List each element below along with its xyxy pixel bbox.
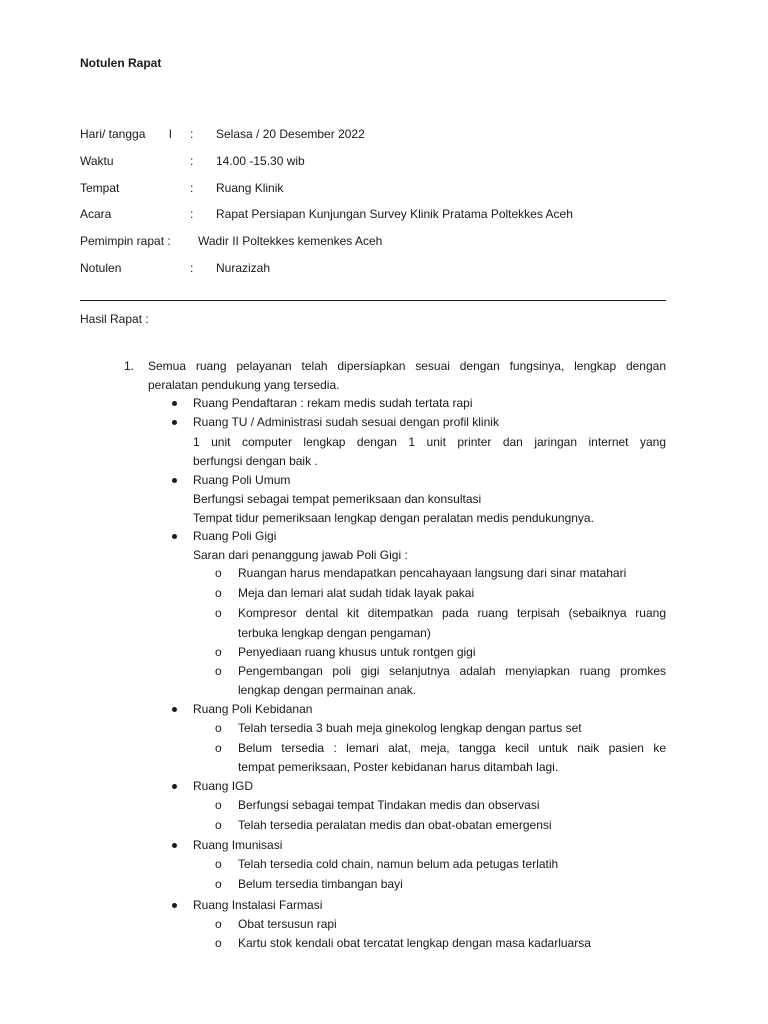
bullet-pendaftaran: Ruang Pendaftaran : rekam medis sudah tertata rapi	[193, 396, 473, 410]
meta-label-acara: Acara	[80, 207, 112, 221]
sub-bullet-marker: o	[215, 606, 222, 620]
meta-value-hari: Selasa / 20 Desember 2022	[216, 127, 365, 141]
sub-item-imunisasi-1: Telah tersedia cold chain, namun belum ada petugas terlatih	[238, 857, 559, 871]
sub-item-imunisasi-2: Belum tersedia timbangan bayi	[238, 877, 403, 891]
meta-label-pemimpin: Pemimpin rapat :	[80, 234, 171, 248]
bullet-icon	[172, 903, 177, 908]
sub-item-kebidanan-2b: tempat pemeriksaan, Poster kebidanan harus ditambah lagi.	[238, 760, 559, 774]
bullet-icon	[172, 420, 177, 425]
bullet-icon	[172, 534, 177, 539]
list-number: 1.	[124, 359, 135, 373]
meta-label-notulen: Notulen	[80, 261, 122, 275]
sub-bullet-marker: o	[215, 818, 222, 832]
meta-value-waktu: 14.00 -15.30 wib	[216, 154, 305, 168]
meta-colon: :	[190, 207, 194, 221]
bullet-poli-gigi: Ruang Poli Gigi	[193, 529, 277, 543]
sub-bullet-marker: o	[215, 645, 222, 659]
sub-item-gigi-1: Ruangan harus mendapatkan pencahayaan langsung dari sinar matahari	[238, 566, 627, 580]
bullet-poli-umum: Ruang Poli Umum	[193, 473, 291, 487]
sub-bullet-marker: o	[215, 721, 222, 735]
sub-bullet-marker: o	[215, 566, 222, 580]
sub-bullet-marker: o	[215, 798, 222, 812]
sub-bullet-marker: o	[215, 917, 222, 931]
bullet-icon	[172, 401, 177, 406]
meta-value-tempat: Ruang Klinik	[216, 181, 284, 195]
bullet-imunisasi: Ruang Imunisasi	[193, 838, 283, 852]
sub-item-kebidanan-1: Telah tersedia 3 buah meja ginekolog lengkap dengan partus set	[238, 721, 582, 735]
sub-item-igd-2: Telah tersedia peralatan medis dan obat-obatan emergensi	[238, 818, 552, 832]
bullet-poli-kebidanan: Ruang Poli Kebidanan	[193, 702, 313, 716]
sub-bullet-marker: o	[215, 741, 222, 755]
item1-line1: Semua ruang pelayanan telah dipersiapkan sesuai dengan fungsinya, lengkap dengan	[148, 359, 666, 373]
sub-item-gigi-2: Meja dan lemari alat sudah tidak layak pakai	[238, 586, 475, 600]
bullet-tu: Ruang TU / Administrasi sudah sesuai dengan profil klinik	[193, 415, 499, 429]
sub-item-gigi-4: Penyediaan ruang khusus untuk rontgen gigi	[238, 645, 476, 659]
sub-item-gigi-5b: lengkap dengan permainan anak.	[238, 683, 417, 697]
bullet-instalasi-farmasi: Ruang Instalasi Farmasi	[193, 898, 323, 912]
meta-label-tempat: Tempat	[80, 181, 120, 195]
sub-item-kebidanan-2a: Belum tersedia : lemari alat, meja, tangga kecil untuk naik pasien ke	[238, 741, 666, 755]
sub-item-gigi-3b: terbuka lengkap dengan pengaman)	[238, 626, 431, 640]
bullet-tu-detail-1: 1 unit computer lengkap dengan 1 unit printer dan jaringan internet yang	[193, 435, 666, 449]
bullet-icon	[172, 478, 177, 483]
sub-item-farmasi-1: Obat tersusun rapi	[238, 917, 337, 931]
bullet-icon	[172, 784, 177, 789]
meta-value-pemimpin: Wadir II Poltekkes kemenkes Aceh	[198, 234, 383, 248]
bullet-igd: Ruang IGD	[193, 779, 254, 793]
meta-label-waktu: Waktu	[80, 154, 114, 168]
bullet-tu-detail-2: berfungsi dengan baik .	[193, 454, 318, 468]
meta-value-acara: Rapat Persiapan Kunjungan Survey Klinik Pratama Poltekkes Aceh	[216, 207, 573, 221]
meta-label-hari-extra: l	[169, 127, 172, 141]
document-title: Notulen Rapat	[80, 56, 162, 70]
sub-item-igd-1: Berfungsi sebagai tempat Tindakan medis dan observasi	[238, 798, 540, 812]
meta-colon: :	[190, 181, 194, 195]
bullet-poli-umum-detail-2: Tempat tidur pemeriksaan lengkap dengan peralatan medis pendukungnya.	[193, 511, 594, 525]
bullet-poli-gigi-detail: Saran dari penanggung jawab Poli Gigi :	[193, 548, 408, 562]
sub-bullet-marker: o	[215, 857, 222, 871]
meta-value-notulen: Nurazizah	[216, 261, 271, 275]
item1-line2: peralatan pendukung yang tersedia.	[148, 378, 340, 392]
bullet-icon	[172, 707, 177, 712]
bullet-poli-umum-detail-1: Berfungsi sebagai tempat pemeriksaan dan konsultasi	[193, 492, 482, 506]
sub-item-gigi-3a: Kompresor dental kit ditempatkan pada ruang terpisah (sebaiknya ruang	[238, 606, 666, 620]
hasil-rapat-heading: Hasil Rapat :	[80, 312, 149, 326]
sub-bullet-marker: o	[215, 936, 222, 950]
meta-label-hari: Hari/ tangga	[80, 127, 146, 141]
bullet-icon	[172, 843, 177, 848]
sub-bullet-marker: o	[215, 664, 222, 678]
sub-item-farmasi-2: Kartu stok kendali obat tercatat lengkap dengan masa kadarluarsa	[238, 936, 591, 950]
meta-colon: :	[190, 154, 194, 168]
horizontal-divider	[80, 300, 666, 301]
sub-bullet-marker: o	[215, 877, 222, 891]
meta-colon: :	[190, 261, 194, 275]
sub-bullet-marker: o	[215, 586, 222, 600]
meta-colon: :	[190, 127, 194, 141]
sub-item-gigi-5a: Pengembangan poli gigi selanjutnya adalah menyiapkan ruang promkes	[238, 664, 666, 678]
